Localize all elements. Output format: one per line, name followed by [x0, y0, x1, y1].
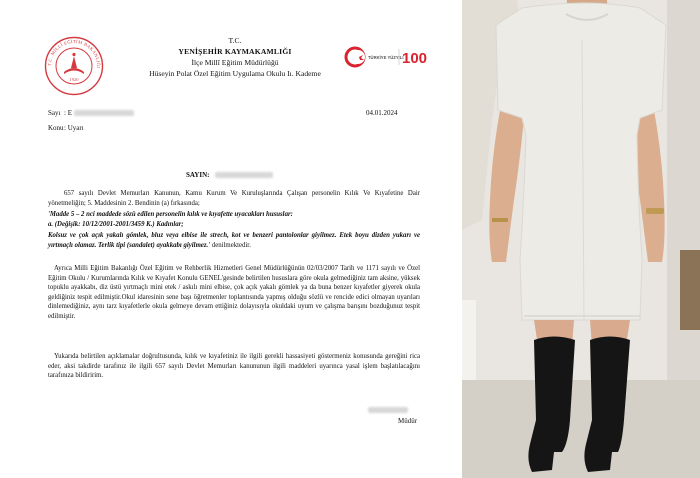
turkiye-yuzyili-logo: [344, 44, 439, 70]
redacted-signature: [368, 407, 408, 413]
addressee-label: SAYIN:: [186, 171, 210, 179]
quote-line-2: a. (Değişik: 10/12/2001-2001/3459 K.) Kadınlar;: [48, 221, 184, 228]
quote-text: Kolsuz ve çok açık yakalı gömlek, bluz veya elbise ile strech, kot ve benzeri pantolonlar giyilmez. Etek boyu dizden yukarı ve yırtmaçlı olamaz. Terlik tipi (sandalet) ayakkabı giyilmez.': [48, 232, 420, 249]
seal-year: 1920: [69, 77, 79, 82]
dress-photo: [462, 0, 700, 478]
dress-photo-illustration: [462, 0, 700, 478]
konu-label: Konu: [48, 124, 64, 132]
paragraph-3: Yukarıda belirtilen açıklamalar doğrultusunda, kılık ve kıyafetiniz ile ilgili gerekli hassasiyeti göstermeniz konusunda gereğini rica eder, aksi takdirde tarafınız ile ilgili 657 sayılı Devlet Memurları kanununun ilgili maddeleri uyarınca yasal işlem başlatılacağını tarafınıza bildiririm.: [48, 353, 420, 380]
sayi-value-text: : E: [64, 109, 72, 117]
header-okul: Hüseyin Polat Özel Eğitim Uygulama Okulu Iı. Kademe: [149, 69, 321, 78]
sayi-value: [64, 108, 134, 118]
redacted-number: [74, 110, 134, 116]
redacted-name: [215, 172, 273, 178]
ministry-seal-logo: [44, 36, 104, 96]
document-date: 04.01.2024: [366, 109, 398, 117]
header-kaymakamlik: YENİŞEHİR KAYMAKAMLIĞI: [178, 47, 292, 56]
seal-ring-text: T.C. MİLLÎ EĞİTİM BAKANLIĞI: [46, 38, 102, 69]
signature-name: [368, 405, 408, 415]
konu-value: : Uyarı: [64, 124, 84, 132]
paragraph-1: 657 sayılı Devlet Memurları Kanunun, Kamu Kurum Ve Kuruluşlarında Çalışan personelin Kılık Ve Kıyafetine Dair yönetmeliğin; 5. Maddesinin 2. Bendinin (a) fırkasında;: [48, 190, 420, 207]
centennial-label: TÜRKİYE YÜZYILI: [368, 55, 404, 60]
left-bracelet: [492, 218, 508, 222]
right-watch: [646, 208, 664, 214]
sayi-label: Sayı: [48, 109, 61, 117]
header-mudurluk: İlçe Millî Eğitim Müdürlüğü: [191, 58, 279, 67]
addressee: [186, 170, 273, 180]
paragraph-2: Ayrıca Milli Eğitim Bakanlığı Özel Eğitim ve Rehberlik Hizmetleri Genel Müdürlüğünün 02/03/2007 Tarih ve 1171 sayılı ve Özel Eğitim Okulu / Kurumlarında Kılık ve Kıyafet Konulu GENEL'gesinde belirtilen hususlara göre okula gelmediğiniz tam aksine, yüksek topuklu ayakkabı, diz üstü yırtmaçlı mini etek / askılı mini elbise, çok açık yakalı gömlek ya da buna benzer kıyafetler giyerek okula geldiğiniz tespit edilmiştir.Okul idaresinin sene başı öğretmenler toplantısında yapmış olduğu sözlü ve rencide edici olmayan uyarıları dinlemediğiniz, aynı tarz kıyafetlerle okula gelmeye devam ettiğiniz dolayısıyla okuldaki uyum ve çalışma barışını bozduğunuz tespit edilmiştir.: [48, 265, 420, 320]
quote-tail: denilmektedir.: [210, 241, 251, 249]
quote-line-3: [48, 231, 420, 250]
signature-title: Müdür: [398, 417, 418, 425]
quote-line-1: 'Madde 5 – 2 nci maddede sözü edilen personelin kılık ve kıyafette uyacakları hususlar:: [48, 211, 293, 218]
header-tc: T.C.: [228, 36, 242, 45]
centennial-number: 100: [402, 50, 428, 67]
